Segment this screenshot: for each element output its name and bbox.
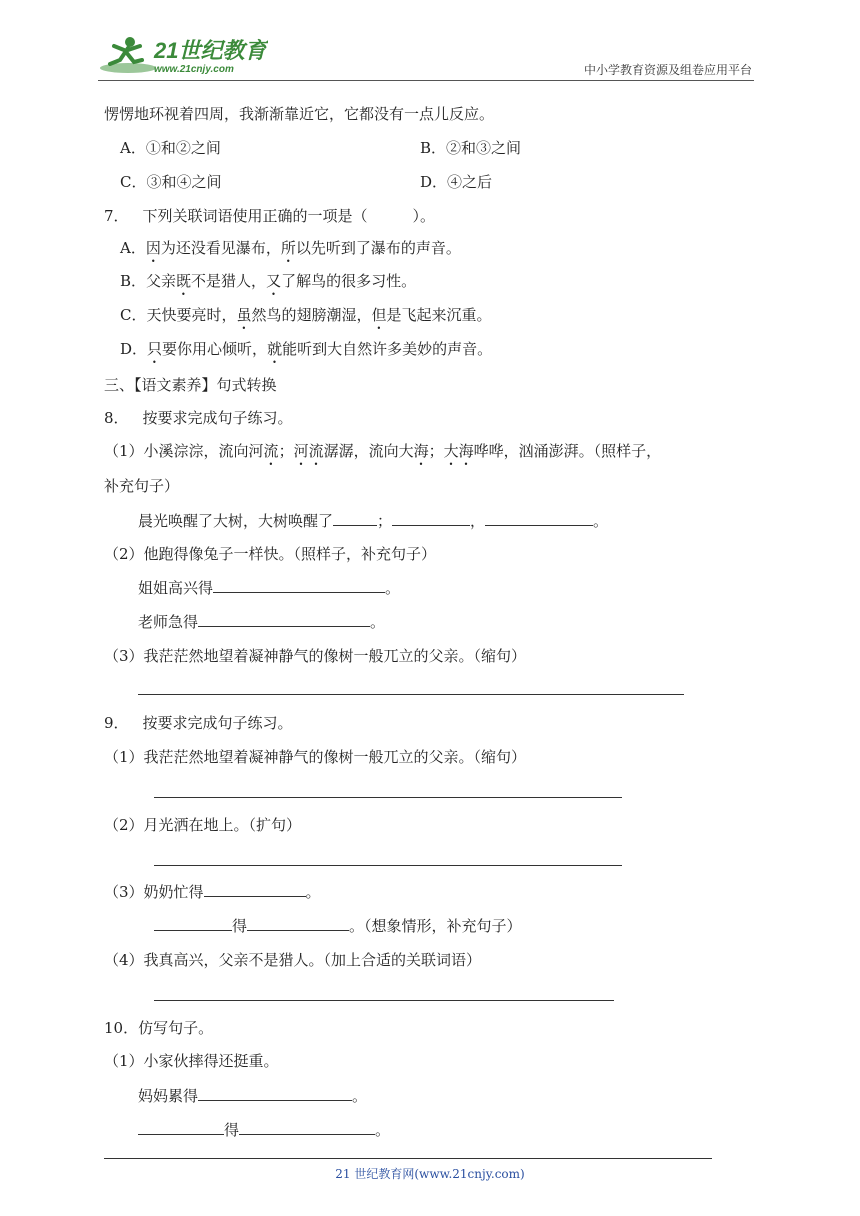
q10-answer-a: 妈妈累得 。 (138, 1087, 368, 1105)
answer-line[interactable] (138, 694, 684, 695)
q10-stem: 10．仿写句子。 (104, 1019, 214, 1037)
q8-part2: （2）他跑得像兔子一样快。（照样子，补充句子） (104, 545, 437, 563)
blank[interactable] (154, 916, 232, 931)
q7-option-d: D．只要你用心倾听，就能听到大自然许多美妙的声音。 (120, 340, 493, 358)
blank[interactable] (239, 1120, 375, 1135)
q8-part1: （1）小溪淙淙，流向河流；河流潺潺，流向大海；大海哗哗，汹涌澎湃。（照样子， (104, 442, 662, 460)
answer-line[interactable] (154, 1000, 614, 1001)
q9-stem: 9． 按要求完成句子练习。 (104, 714, 293, 732)
blank[interactable] (198, 612, 370, 627)
q8-part2-a: 姐姐高兴得 。 (138, 579, 401, 597)
blank[interactable] (213, 578, 385, 593)
q6-continuation: 愣愣地环视着四周，我渐渐靠近它，它都没有一点儿反应。 (104, 105, 495, 123)
answer-line[interactable] (154, 865, 622, 866)
q10-part1: （1）小家伙摔得还挺重。 (104, 1052, 279, 1070)
footer-text: 21 世纪教育网(www.21cnjy.com) (335, 1167, 525, 1181)
q9-part4: （4）我真高兴，父亲不是猎人。（加上合适的关联词语） (104, 951, 482, 969)
blank[interactable] (247, 916, 349, 931)
q9-part1: （1）我茫茫然地望着凝神静气的像树一般兀立的父亲。（缩句） (104, 748, 527, 766)
header-divider (98, 80, 754, 81)
q7-option-b: B．父亲既不是猎人，又了解鸟的很多习性。 (120, 272, 417, 290)
q8-part2-b: 老师急得 。 (138, 613, 386, 631)
q8-part3: （3）我茫茫然地望着凝神静气的像树一般兀立的父亲。（缩句） (104, 647, 527, 665)
q6-option-a: A．①和②之间 (120, 139, 221, 157)
blank[interactable] (485, 511, 593, 526)
q8-part1-answer: 晨光唤醒了大树，大树唤醒了 ； ， 。 (138, 512, 609, 530)
section-3-title: 三、【语文素养】句式转换 (104, 376, 277, 394)
blank[interactable] (198, 1086, 352, 1101)
q9-part2: （2）月光洒在地上。（扩句） (104, 816, 302, 834)
q6-option-b: B．②和③之间 (420, 139, 522, 157)
q6-option-d: D．④之后 (420, 173, 493, 191)
q10-answer-b: 得 。 (138, 1120, 390, 1140)
q6-option-c: C．③和④之间 (120, 173, 222, 191)
q7-option-a: A．因为还没看见瀑布，所以先听到了瀑布的声音。 (120, 239, 461, 257)
q9-part3: （3）奶奶忙得 。 (104, 883, 321, 901)
q7-text: 下列关联词语使用正确的一项是（ ）。 (142, 207, 436, 225)
footer-divider (104, 1158, 712, 1159)
logo-main-text: 21世纪教育 (154, 38, 267, 63)
q7-option-c: C．天快要亮时，虽然鸟的翅膀潮湿，但是飞起来沉重。 (120, 306, 492, 324)
header-platform-text: 中小学教育资源及组卷应用平台 (583, 63, 752, 77)
q8-stem: 8． 按要求完成句子练习。 (104, 409, 293, 427)
q8-part1-line2: 补充句子） (104, 477, 180, 495)
blank[interactable] (138, 1120, 224, 1135)
blank[interactable] (392, 511, 470, 526)
q9-part3-b: 得 。（想象情形，补充句子） (154, 916, 522, 936)
blank[interactable] (333, 511, 377, 526)
q7-stem (104, 206, 435, 226)
blank[interactable] (204, 882, 306, 897)
logo-sub-text: www.21cnjy.com (154, 64, 234, 75)
q7-number: 7． (104, 207, 129, 225)
answer-line[interactable] (154, 797, 622, 798)
